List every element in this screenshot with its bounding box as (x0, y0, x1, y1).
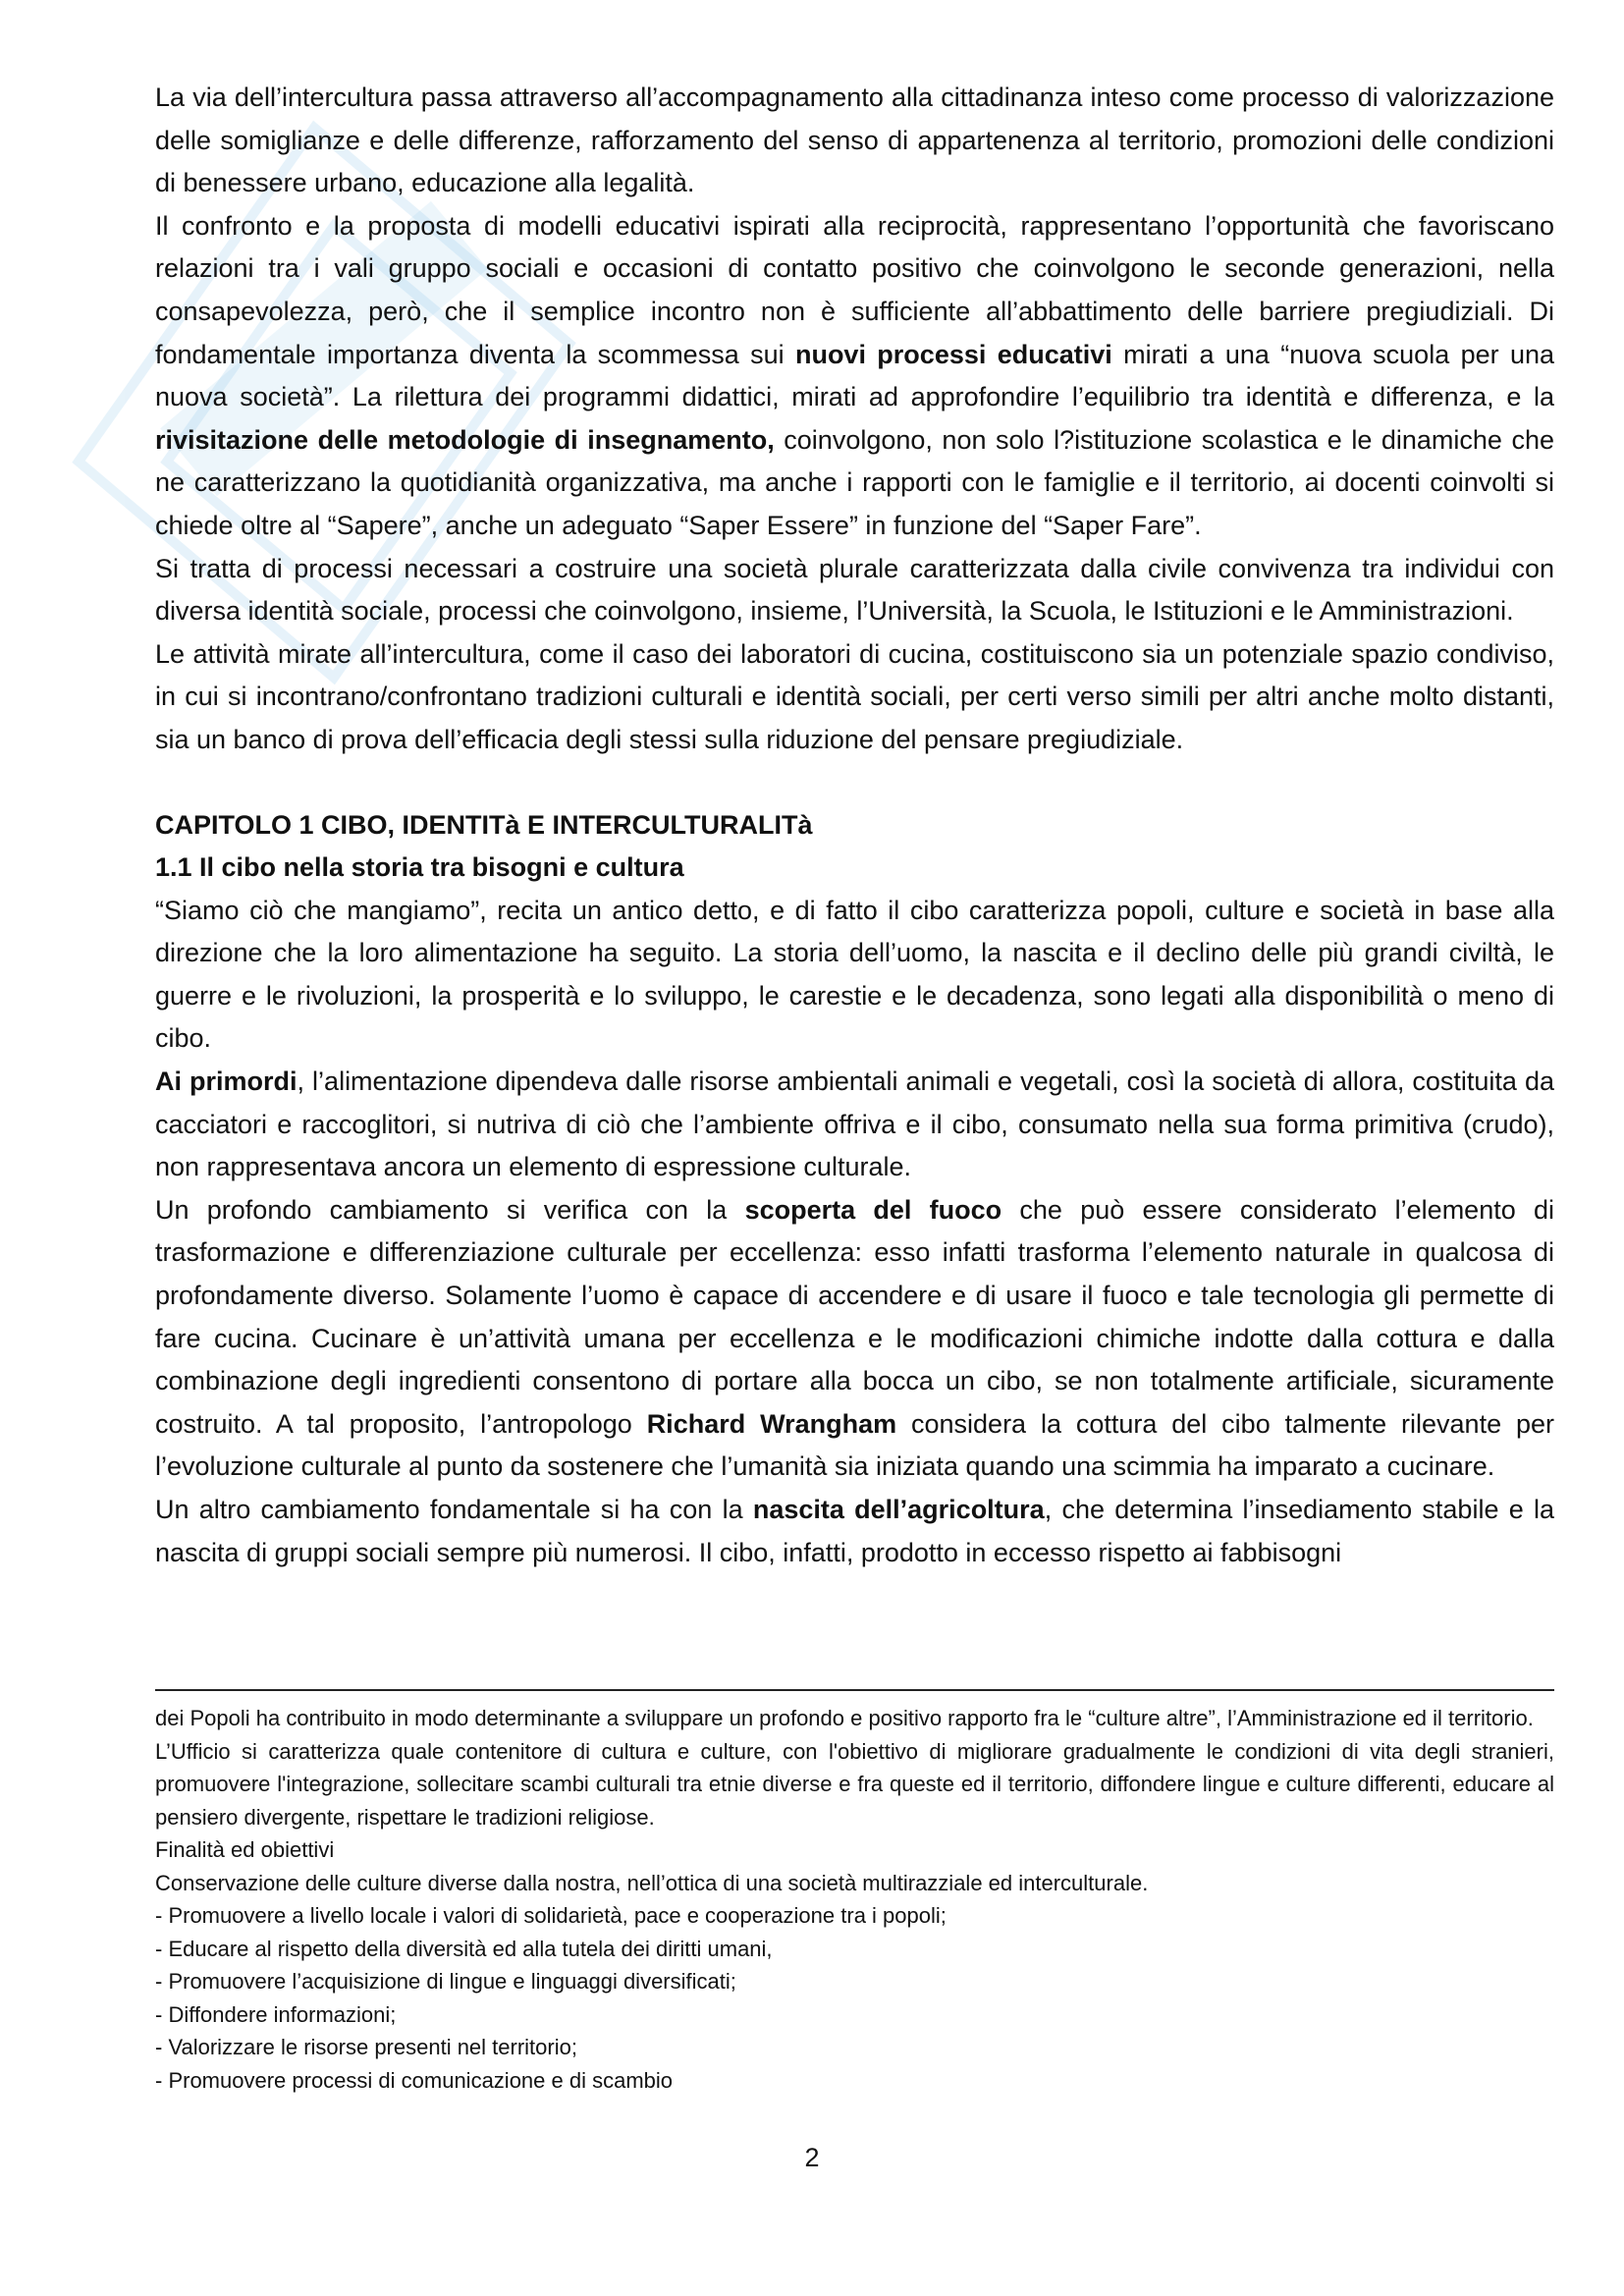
footnote-line: - Promuovere processi di comunicazione e di scambio (155, 2067, 674, 2093)
footnote-line: - Promuovere l’acquisizione di lingue e linguaggi diversificati; (155, 1969, 736, 1994)
paragraph-intro: La via dell’intercultura passa attraverso all’accompagnamento alla cittadinanza inteso come processo di valorizzazione delle somiglianze e delle differenze, rafforzamento del senso di appartenenza al territorio, promozioni delle condizioni di benessere urbano, educazione alla legalità. (155, 82, 1554, 198)
footnote-line: Finalità ed obiettivi (155, 1837, 335, 1862)
footnote-separator (155, 1689, 1554, 1691)
main-text (155, 77, 1554, 1574)
paragraph-food-history: “Siamo ciò che mangiamo”, recita un antico detto, e di fatto il cibo caratterizza popoli, culture e società in base alla direzione che la loro alimentazione ha seguito. La storia dell’uomo, la nascita e il declino delle più grandi civiltà, le guerre e le rivoluzioni, la prosperità e lo sviluppo, le carestie e le decadenza, sono legati alla disponibilità o meno di cibo. (155, 895, 1554, 1054)
paragraph-cooking-labs: Le attività mirate all’intercultura, come il caso dei laboratori di cucina, costituiscono sia un potenziale spazio condiviso, in cui si incontrano/confrontano tradizioni culturali e identità sociali, per certi verso simili per altri anche molto distanti, sia un banco di prova dell’efficacia degli stessi sulla riduzione del pensare pregiudiziale. (155, 638, 1554, 754)
section-spacer (155, 762, 1554, 804)
footnote-line: L’Ufficio si caratterizza quale contenitore di cultura e culture, con l'obiettivo di migliorare gradualmente le condizioni di vita degli stranieri, promuovere l'integrazione, sollecitare scambi culturali tra etnie diverse e fra queste ed il territorio, diffondere lingue e culture differenti, educare al pensiero divergente, rispettare le tradizioni religiose. (155, 1738, 1554, 1830)
footnote-line: - Promuovere a livello locale i valori di solidarietà, pace e cooperazione tra i popoli; (155, 1903, 947, 1928)
footnote-line: - Educare al rispetto della diversità ed alla tutela dei diritti umani, (155, 1936, 773, 1961)
footnote-line: - Valorizzare le risorse presenti nel territorio; (155, 2035, 577, 2059)
chapter-title: CAPITOLO 1 CIBO, IDENTITà E INTERCULTURALITà (155, 809, 813, 840)
footnote-line: dei Popoli ha contribuito in modo determinante a sviluppare un profondo e positivo rapporto fra le “culture altre”, l’Amministrazione ed il territorio. (155, 1706, 1534, 1730)
footnote-line: - Diffondere informazioni; (155, 2001, 397, 2027)
section-title: 1.1 Il cibo nella storia tra bisogni e cultura (155, 852, 684, 883)
paragraph-plural-society: Si tratta di processi necessari a costruire una società plurale caratterizzata dalla civile convivenza tra individui con diversa identità sociale, processi che coinvolgono, insieme, l’Università, la Scuola, le Istituzioni e le Amministrazioni. (155, 553, 1554, 627)
page-number: 2 (804, 2143, 820, 2172)
paragraph-educational-models: Il confronto e la proposta di modelli educativi ispirati alla reciprocità, rappresentano l’opportunità che favoriscano relazioni tra i vali gruppo sociali e occasioni di contatto positivo che coinvolgono le seconde generazioni, nella consapevolezza, però, che il semplice incontro non è sufficiente all’abbattimento delle barriere pregiudiziali. Di fondamentale importanza diventa la scommessa sui nuovi processi educativi mirati a una “nuova scuola per una nuova società”. La rilettura dei programmi didattici, mirati ad approfondire l’equilibrio tra identità e differenza, e la rivisitazione delle metodologie di insegnamento, coinvolgono, non solo l?istituzione scolastica e le dinamiche che ne caratterizzano la quotidianità organizzativa, ma anche i rapporti con le famiglie e il territorio, ai docenti coinvolti si chiede oltre al “Sapere”, anche un adeguato “Saper Essere” in funzione del “Saper Fare”. (155, 210, 1555, 540)
footnote-line: Conservazione delle culture diverse dalla nostra, nell’ottica di una società multirazziale ed interculturale. (155, 1870, 1149, 1895)
paragraph-agriculture: Un altro cambiamento fondamentale si ha con la nascita dell’agricoltura, che determina l’insediamento stabile e la nascita di gruppi sociali sempre più numerosi. Il cibo, infatti, prodotto in eccesso rispetto ai fabbisogni (155, 1495, 1554, 1567)
paragraph-primordi: Ai primordi, l’alimentazione dipendeva dalle risorse ambientali animali e vegetali, così la società di allora, costituita da cacciatori e raccoglitori, si nutriva di ciò che l’ambiente offriva e il cibo, consumato nella sua forma primitiva (crudo), non rappresentava ancora un elemento di espressione culturale. (155, 1066, 1554, 1182)
footnotes (155, 1702, 1554, 2097)
paragraph-fire: Un profondo cambiamento si verifica con la scoperta del fuoco che può essere considerato l’elemento di trasformazione e differenziazione culturale per eccellenza: esso infatti trasforma l’elemento naturale in qualcosa di profondamente diverso. Solamente l’uomo è capace di accendere e di usare il fuoco e tale tecnologia gli permette di fare cucina. Cucinare è un’attività umana per eccellenza e le modificazioni chimiche indotte dalla cottura e dalla combinazione degli ingredienti consentono di portare alla bocca un cibo, se non totalmente artificiale, sicuramente costruito. A tal proposito, l’antropologo Richard Wrangham considera la cottura del cibo talmente rilevante per l’evoluzione culturale al punto da sostenere che l’umanità sia iniziata quando una scimmia ha imparato a cucinare. (155, 1194, 1555, 1482)
